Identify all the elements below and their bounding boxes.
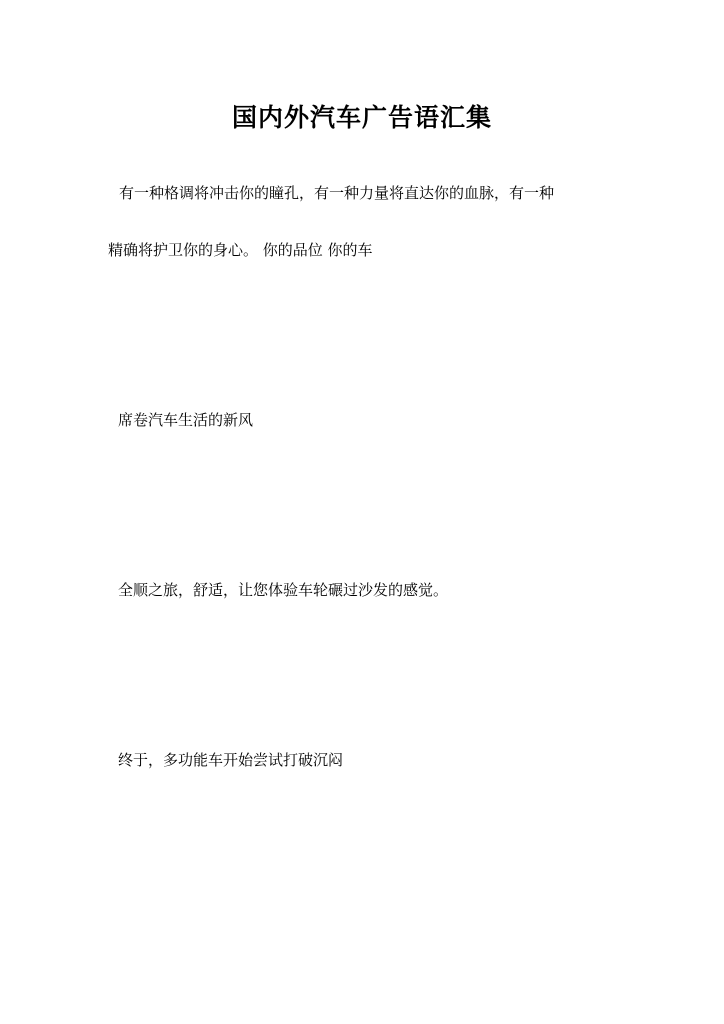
paragraph-4: 终于，多功能车开始尝试打破沉闷	[118, 751, 344, 769]
paragraph-1-line-1: 有一种格调将冲击你的瞳孔，有一种力量将直达你的血脉，有一种	[119, 184, 555, 202]
paragraph-3: 全顺之旅，舒适，让您体验车轮碾过沙发的感觉。	[118, 581, 449, 599]
paragraph-2: 席卷汽车生活的新风	[118, 411, 254, 429]
document-title: 国内外汽车广告语汇集	[231, 103, 492, 132]
paragraph-1-line-2: 精确将护卫你的身心。 你的品位 你的车	[108, 241, 373, 259]
